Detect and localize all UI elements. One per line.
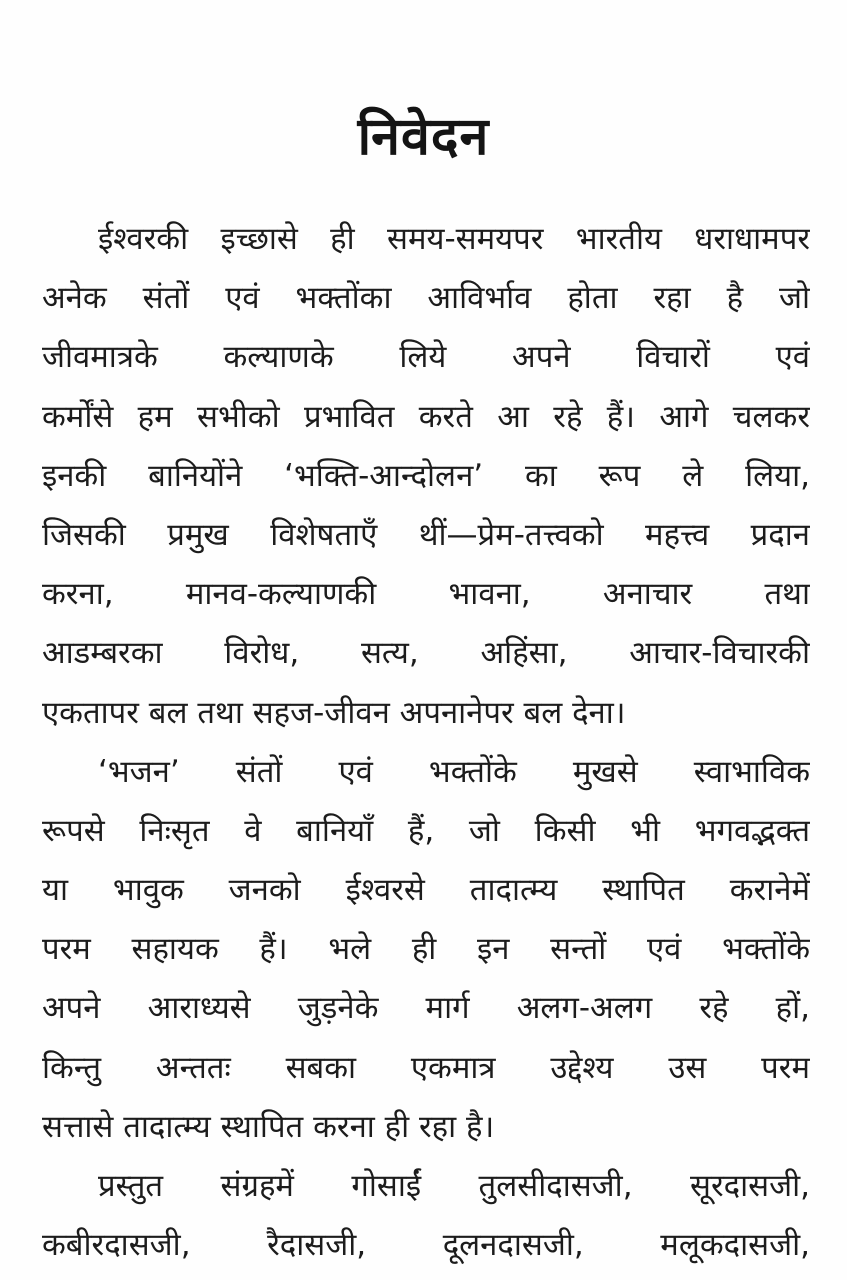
page-title: निवेदन (357, 107, 490, 167)
text-line: अपने आराध्यसे जुड़नेके मार्ग अलग-अलग रहे हों, (42, 990, 810, 1027)
text-line: परम सहायक हैं। भले ही इन सन्तों एवं भक्तोंके (42, 931, 810, 968)
text-line: किन्तु अन्ततः सबका एकमात्र उद्देश्य उस परम (42, 1049, 810, 1086)
text-line: रूपसे निःसृत वे बानियाँ हैं, जो किसी भी भगवद्भक्त (42, 812, 810, 849)
text-line: कबीरदासजी, रैदासजी, दूलनदासजी, मलूकदासजी, (42, 1227, 810, 1264)
text-line: अनेक संतों एवं भक्तोंका आविर्भाव होता रहा है जो (42, 280, 810, 317)
text-line: करना, मानव-कल्याणकी भावना, अनाचार तथा (42, 576, 810, 613)
text-line: ईश्वरकी इच्छासे ही समय-समयपर भारतीय धराधामपर (98, 221, 810, 257)
text-line: आडम्बरका विरोध, सत्य, अहिंसा, आचार-विचारकी (42, 635, 810, 672)
text-line: या भावुक जनको ईश्वरसे तादात्म्य स्थापित करानेमें (42, 872, 810, 909)
text-line: इनकी बानियोंने ‘भक्ति-आन्दोलन’ का रूप ले लिया, (42, 457, 810, 494)
text-line: कर्मोंसे हम सभीको प्रभावित करते आ रहे हैं। आगे चलकर (42, 398, 810, 435)
text-line: प्रस्तुत संग्रहमें गोसाईं तुलसीदासजी, सूरदासजी, (98, 1168, 810, 1204)
body-text (42, 210, 810, 1275)
text-line: जिसकी प्रमुख विशेषताएँ थीं—प्रेम-तत्त्वको महत्त्व प्रदान (42, 516, 810, 553)
text-line: जीवमात्रके कल्याणके लिये अपने विचारों एवं (42, 339, 810, 376)
text-line: ‘भजन’ संतों एवं भक्तोंके मुखसे स्वाभाविक (98, 753, 810, 790)
text-line: सत्तासे तादात्म्य स्थापित करना ही रहा है। (42, 1108, 495, 1145)
text-line: एकतापर बल तथा सहज-जीवन अपनानेपर बल देना। (42, 694, 626, 731)
